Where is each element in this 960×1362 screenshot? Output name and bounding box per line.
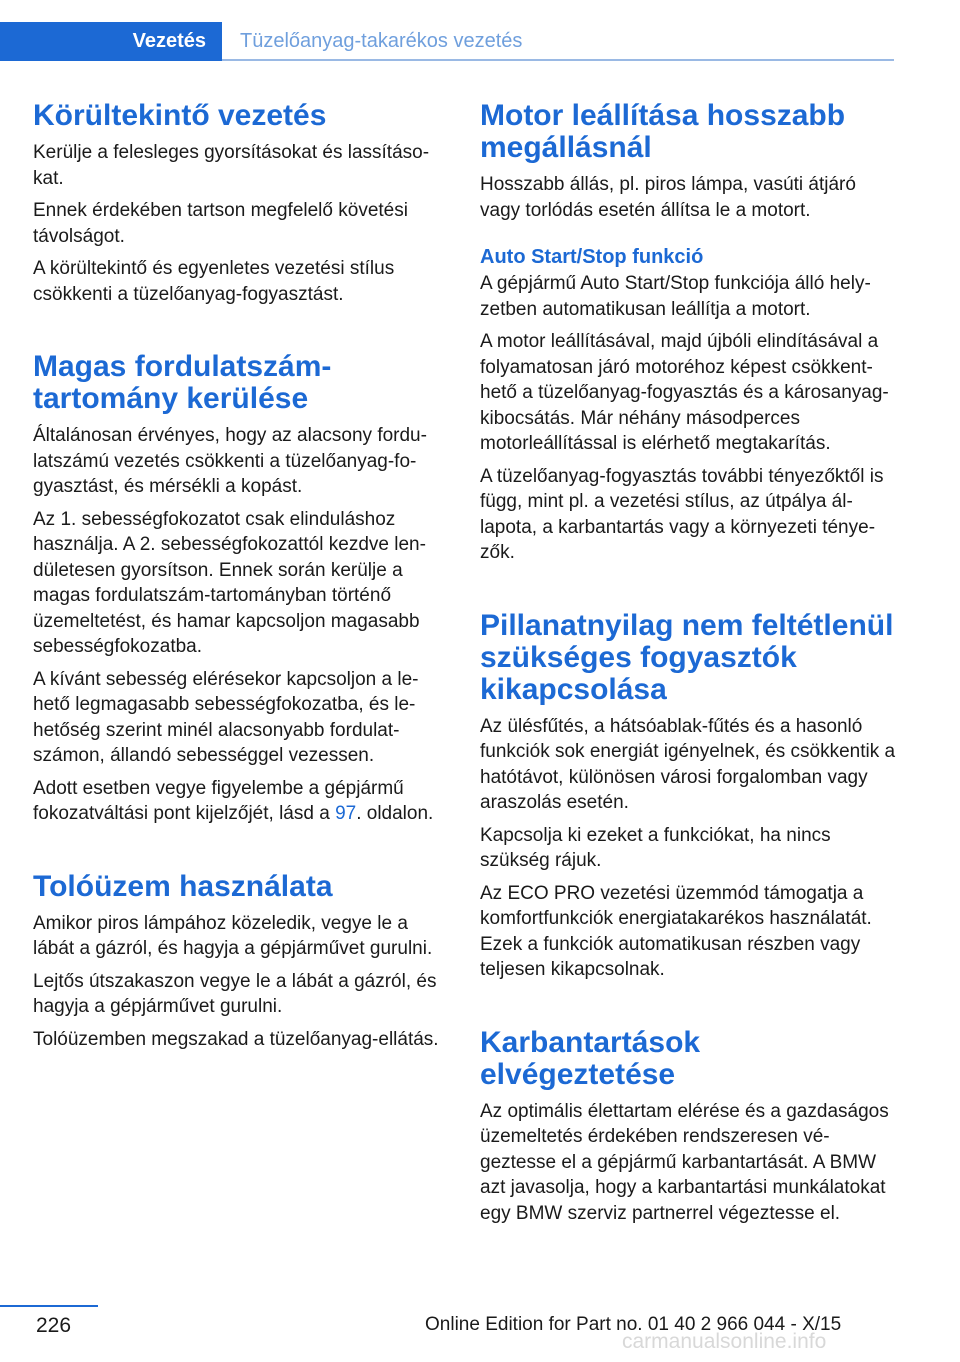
heading-switch-off-consumers: Pillanatnyilag nem feltétlenül szükséges fogyasztók kikapcsolása — [480, 608, 894, 706]
paragraph: Kerülje a felesleges gyorsításokat és lassításokat. — [33, 142, 430, 189]
paragraph: Lejtős útszakaszon vegye le a lábát a gázról, és hagyja a gépjárművet gurulni. — [33, 970, 437, 1017]
heading-avoid-high-rpm: Magas fordulatszám-tartomány kerülése — [33, 350, 332, 415]
edition-note: Online Edition for Part no. 01 40 2 966 044 - X/15 — [425, 1314, 842, 1335]
header-rule — [222, 59, 894, 61]
page-reference-link[interactable]: 97 — [335, 803, 357, 824]
paragraph: Amikor piros lámpához közeledik, vegye le a lábát a gázról, és hagyja a gépjárművet gurulni. — [33, 912, 433, 959]
paragraph: A kívánt sebesség elérésekor kapcsoljon a lehető legmagasabb sebességfokozatba, és lehetőség szerint minél alacsonyabb fordulatszámon, állandó sebességgel vezessen. — [33, 668, 419, 766]
left-column — [33, 100, 448, 1059]
subheading-auto-start-stop: Auto Start/Stop funkció — [480, 246, 704, 268]
paragraph-text: . oldalon. — [356, 803, 434, 824]
footer-rule — [0, 1305, 98, 1307]
paragraph: A tüzelőanyag-fogyasztás további tényezőktől is függ, mint pl. a vezetési stílus, az útpálya állapota, a karbantartás vagy a környezeti tényezők. — [480, 465, 884, 563]
paragraph: Általánosan érvényes, hogy az alacsony fordulatszámú vezetés csökkenti a tüzelőanyag-fogyasztást, és mérsékli a kopást. — [33, 425, 427, 497]
paragraph: Az ECO PRO vezetési üzemmód támogatja a komfortfunkciók energiatakarékos használatát. Ezek a funkciók automatikusan részben vagy teljesen kikapcsolnak. — [480, 882, 872, 980]
paragraph: Tolóüzemben megszakad a tüzelőanyag-ellátás. — [33, 1028, 439, 1050]
right-column — [480, 100, 898, 1233]
paragraph: A körültekintő és egyenletes vezetési stílus csökkenti a tüzelőanyag-fogyasztást. — [33, 258, 395, 305]
paragraph: Ennek érdekében tartson megfelelő követési távolságot. — [33, 200, 408, 247]
heading-maintenance: Karbantartások elvégeztetése — [480, 1025, 701, 1091]
paragraph: Az ülésfűtés, a hátsóablak-fűtés és a hasonló funkciók sok energiát igényelnek, és csökkentik a hatótávot, különösen városi forgalomban vagy araszolás esetén. — [480, 715, 896, 813]
subsection-tab: Tüzelőanyag-takarékos vezetés — [240, 30, 523, 52]
heading-coasting: Tolóüzem használata — [33, 869, 333, 903]
paragraph: Az 1. sebességfokozatot csak elinduláshoz használja. A 2. sebességfokozattól kezdve lendületesen gyorsítson. Ennek során kerülje a magas fordulatszám-tartományban történő üzemeltetést, és hamar kapcsoljon magasabb sebességfokozatba. — [33, 508, 426, 657]
page-number: 226 — [36, 1314, 72, 1337]
heading-careful-driving: Körültekintő vezetés — [33, 99, 327, 132]
paragraph: Kapcsolja ki ezeket a funkciókat, ha nincs szükség rájuk. — [480, 824, 831, 871]
heading-engine-stop: Motor leállítása hosszabb megállásnál — [480, 99, 846, 164]
paragraph-text: Adott esetben vegye figyelembe a gépjármű fokozatváltási pont kijelzőjét, lásd a — [33, 777, 404, 824]
paragraph: A gépjármű Auto Start/Stop funkciója álló helyzetben automatikusan leállítja a motort. — [480, 273, 871, 320]
section-tab: Vezetés — [0, 22, 222, 61]
watermark: carmanualsonline.info — [622, 1330, 827, 1353]
paragraph: A motor leállításával, majd újbóli elindításával a folyamatosan járó motoréhoz képest csökkenthető a tüzelőanyag-fogyasztás és a károsanyag-kibocsátás. Már néhány másodperces motorleállítással is elérhető megtakarítás. — [480, 331, 889, 454]
page-header — [0, 0, 960, 66]
paragraph: Az optimális élettartam elérése és a gazdaságos üzemeltetés érdekében rendszeresen végeztesse el a gépjármű karbantartását. A BMW azt javasolja, hogy a karbantartási munkálatokat egy BMW szerviz partnerrel végeztesse el. — [480, 1100, 889, 1224]
paragraph-with-reference — [33, 776, 448, 827]
paragraph: Hosszabb állás, pl. piros lámpa, vasúti átjáró vagy torlódás esetén állítsa le a motort. — [480, 174, 856, 221]
